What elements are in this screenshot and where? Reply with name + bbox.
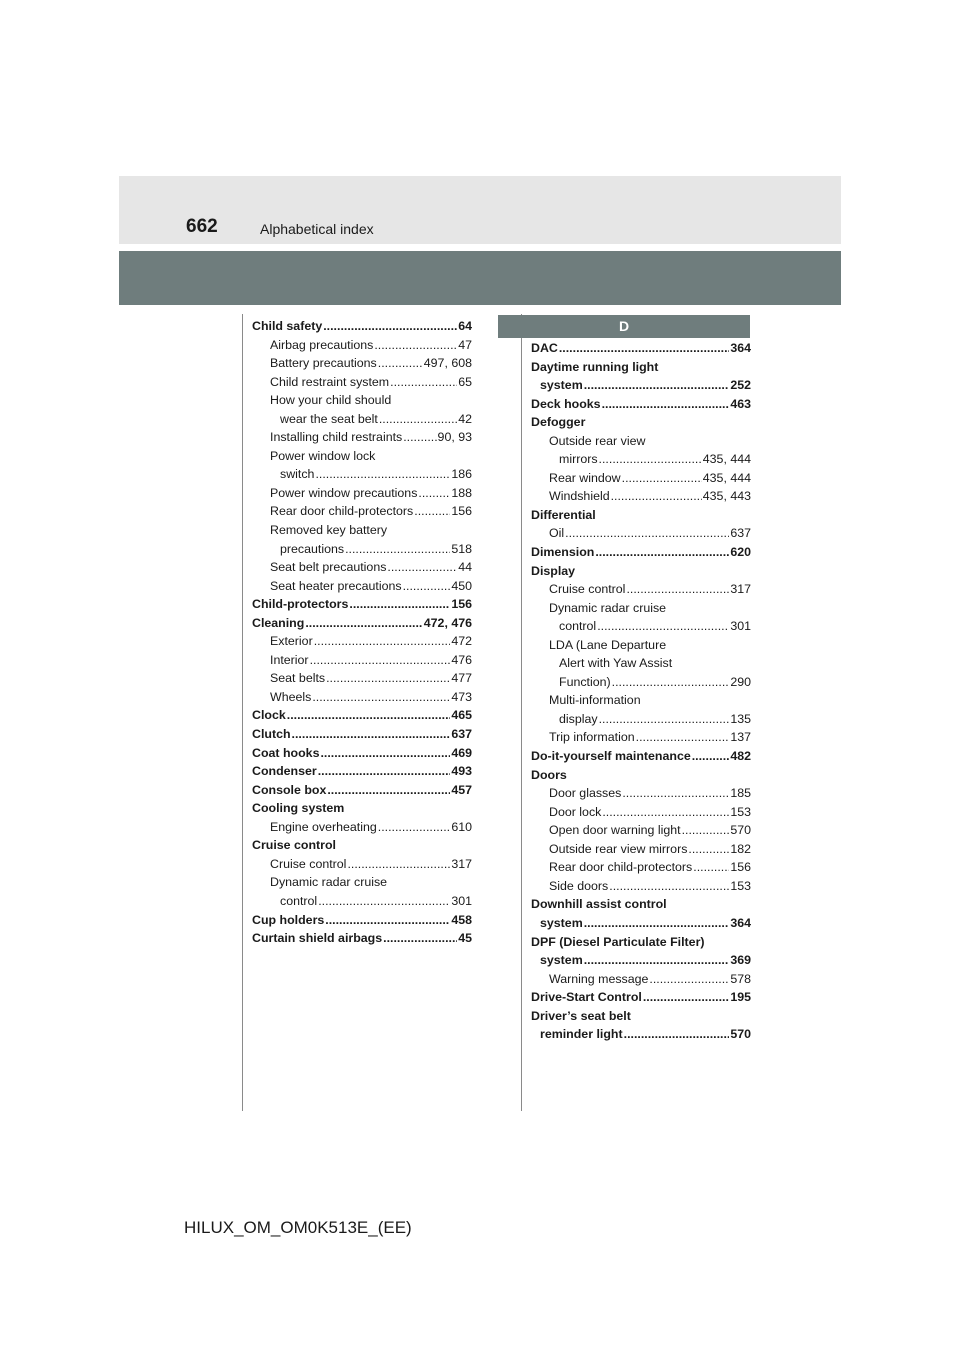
index-entry-label: precautions: [280, 541, 345, 556]
index-entry-page: 156: [730, 860, 751, 875]
index-entry-label: Driver’s seat belt: [531, 1008, 631, 1023]
index-entry-label: Oil: [549, 526, 565, 541]
index-entry-label: Rear window: [549, 470, 621, 485]
dot-leader: [314, 632, 451, 651]
dot-leader: [379, 410, 457, 429]
index-entry-label: mirrors: [559, 452, 598, 467]
index-entry: [252, 651, 472, 670]
index-entry-page: 90, 93: [437, 430, 472, 445]
index-entry-label: Battery precautions: [270, 356, 377, 371]
index-entry: [252, 873, 472, 892]
index-entry-page: 182: [730, 841, 751, 856]
right-column-rule: [521, 314, 522, 1111]
index-entry-page: 610: [451, 819, 472, 834]
index-entry: [531, 784, 751, 803]
index-entry-label: system: [540, 953, 583, 968]
index-entry: [252, 781, 472, 800]
dot-leader: [374, 336, 457, 355]
left-column-rule: [242, 314, 243, 1111]
index-entry-page: 450: [451, 578, 472, 593]
index-entry-page: 290: [730, 674, 751, 689]
header-top-bar: [119, 176, 841, 244]
index-entry: [531, 358, 751, 377]
dot-leader: [688, 840, 729, 859]
index-entry: [531, 376, 751, 395]
index-entry: [252, 577, 472, 596]
index-entry-page: 135: [730, 711, 751, 726]
index-entry-page: 137: [730, 730, 751, 745]
index-entry: [531, 599, 751, 618]
dot-leader: [325, 911, 450, 930]
index-entry-page: 465: [451, 708, 472, 723]
index-entry-label: Defogger: [531, 415, 586, 430]
dot-leader: [599, 450, 702, 469]
dot-leader: [622, 784, 729, 803]
index-entry-label: control: [280, 893, 318, 908]
index-entry-page: 570: [730, 1027, 751, 1042]
index-entry: [252, 447, 472, 466]
index-entry-label: DPF (Diesel Particulate Filter): [531, 934, 705, 949]
index-column-right: [531, 339, 751, 1044]
index-entry-label: Display: [531, 563, 576, 578]
index-entry: [252, 558, 472, 577]
index-entry: [252, 502, 472, 521]
index-entry-page: 65: [458, 374, 472, 389]
index-entry-label: Child restraint system: [270, 374, 390, 389]
dot-leader: [649, 970, 729, 989]
index-entry-page: 473: [451, 689, 472, 704]
index-entry: [531, 487, 751, 506]
index-entry-label: Airbag precautions: [270, 337, 374, 352]
index-entry-page: 252: [730, 378, 751, 393]
index-entry-page: 364: [730, 341, 751, 355]
dot-leader: [305, 614, 422, 633]
index-entry: [252, 892, 472, 911]
index-entry-page: 637: [451, 727, 472, 742]
index-entry-label: How your child should: [270, 393, 392, 408]
dot-leader: [599, 710, 730, 729]
index-entry-page: 195: [730, 990, 751, 1005]
index-entry-label: Cruise control: [270, 856, 347, 871]
index-entry-page: 301: [451, 893, 472, 908]
index-entry: [531, 413, 751, 432]
dot-leader: [345, 540, 450, 559]
dot-leader: [584, 376, 730, 395]
index-entry: [252, 373, 472, 392]
dot-leader: [622, 469, 702, 488]
index-entry: [252, 540, 472, 559]
index-entry-label: Rear door child-protectors: [549, 860, 693, 875]
index-entry-label: Dynamic radar cruise: [270, 875, 388, 890]
index-entry-page: 301: [730, 619, 751, 634]
index-entry-label: Outside rear view mirrors: [549, 841, 688, 856]
index-entry-label: Power window lock: [270, 448, 376, 463]
index-entry: [252, 354, 472, 373]
index-entry-page: 364: [730, 915, 751, 930]
index-entry-page: 185: [730, 786, 751, 801]
dot-leader: [318, 892, 450, 911]
header-band: [119, 251, 841, 305]
index-entry: [252, 836, 472, 855]
index-entry-page: 317: [730, 582, 751, 597]
index-entry-page: 153: [730, 878, 751, 893]
index-entry: [252, 706, 472, 725]
index-entry-page: 482: [730, 749, 751, 764]
index-entry: [252, 465, 472, 484]
index-entry: [531, 673, 751, 692]
index-entry-page: 472, 476: [423, 615, 472, 630]
index-entry: [531, 970, 751, 989]
index-entry-label: Rear door child-protectors: [270, 504, 414, 519]
index-entry-page: 458: [451, 912, 472, 927]
index-entry-label: display: [559, 711, 598, 726]
index-entry-page: 47: [458, 337, 472, 352]
index-entry: [252, 428, 472, 447]
index-entry: [531, 617, 751, 636]
index-entry-label: Exterior: [270, 634, 313, 649]
index-entry-label: Side doors: [549, 878, 609, 893]
index-entry: [531, 1025, 751, 1044]
index-entry-page: 570: [730, 823, 751, 838]
index-entry: [531, 543, 751, 562]
index-entry: [531, 951, 751, 970]
dot-leader: [315, 465, 450, 484]
index-entry: [531, 895, 751, 914]
index-entry: [252, 669, 472, 688]
index-entry-label: Multi-information: [549, 693, 641, 708]
index-entry-label: Door glasses: [549, 786, 622, 801]
index-entry-label: Dimension: [531, 545, 595, 560]
index-entry-label: Do-it-yourself maintenance: [531, 749, 691, 764]
index-entry-page: 156: [451, 504, 472, 519]
index-entry-label: system: [540, 915, 583, 930]
index-entry: [252, 410, 472, 429]
dot-leader: [390, 373, 457, 392]
index-entry: [531, 747, 751, 766]
index-entry-label: Outside rear view: [549, 433, 646, 448]
index-entry-page: 188: [451, 485, 472, 500]
index-entry: [531, 840, 751, 859]
index-entry: [252, 818, 472, 837]
index-entry-label: Differential: [531, 507, 596, 522]
section-letter-heading: D: [498, 315, 750, 338]
index-entry-label: Alert with Yaw Assist: [559, 656, 673, 671]
dot-leader: [318, 762, 451, 781]
index-entry-label: Power window precautions: [270, 485, 418, 500]
index-entry-page: 435, 444: [702, 470, 751, 485]
index-entry-page: 64: [458, 319, 472, 333]
index-entry-label: Condenser: [252, 764, 317, 779]
index-entry-label: Door lock: [549, 804, 602, 819]
index-entry-label: Doors: [531, 767, 567, 782]
index-entry-label: Cruise control: [252, 838, 336, 853]
dot-leader: [602, 395, 730, 414]
index-entry-label: switch: [280, 467, 315, 482]
index-entry: [252, 725, 472, 744]
dot-leader: [320, 744, 450, 763]
index-entry-page: 620: [730, 545, 751, 560]
index-entry-page: 476: [451, 652, 472, 667]
index-entry-page: 493: [451, 764, 472, 779]
dot-leader: [287, 706, 451, 725]
index-entry-page: 463: [730, 396, 751, 411]
index-entry-label: Seat belt precautions: [270, 560, 387, 575]
index-entry-page: 472: [451, 634, 472, 649]
index-entry-label: Cooling system: [252, 801, 345, 816]
index-entry: [531, 1007, 751, 1026]
dot-leader: [597, 617, 729, 636]
index-entry: [252, 595, 472, 614]
dot-leader: [383, 929, 457, 948]
index-entry: [531, 562, 751, 581]
index-entry: [252, 762, 472, 781]
index-entry-label: Coat hooks: [252, 745, 320, 760]
dot-leader: [403, 577, 451, 596]
index-entry-page: 497, 608: [423, 356, 472, 371]
dot-leader: [418, 484, 450, 503]
dot-leader: [643, 988, 729, 1007]
index-entry: [531, 636, 751, 655]
index-entry: [531, 858, 751, 877]
index-entry-page: 469: [451, 745, 472, 760]
index-entry: [252, 799, 472, 818]
index-entry-label: Console box: [252, 782, 327, 797]
index-entry-label: Daytime running light: [531, 359, 659, 374]
index-entry-label: control: [559, 619, 597, 634]
dot-leader: [584, 914, 730, 933]
index-entry-label: Cup holders: [252, 912, 325, 927]
index-entry: [252, 521, 472, 540]
index-entry-label: Open door warning light: [549, 823, 681, 838]
page-number: 662: [186, 216, 218, 237]
index-entry-label: LDA (Lane Departure: [549, 637, 667, 652]
dot-leader: [403, 428, 436, 447]
index-entry-label: Child-protectors: [252, 597, 349, 612]
index-entry: [531, 432, 751, 451]
index-entry: [531, 877, 751, 896]
index-entry: [252, 929, 472, 948]
index-entry: [531, 710, 751, 729]
index-entry: [252, 744, 472, 763]
index-entry-page: 518: [451, 541, 472, 556]
index-entry: [531, 803, 751, 822]
dot-leader: [612, 673, 730, 692]
index-entry-label: Clock: [252, 708, 286, 723]
index-entry: [531, 395, 751, 414]
index-entry-label: Drive-Start Control: [531, 990, 642, 1005]
index-entry-page: 457: [451, 782, 472, 797]
index-entry: [531, 691, 751, 710]
index-entry-label: system: [540, 378, 583, 393]
dot-leader: [693, 858, 729, 877]
index-entry: [531, 988, 751, 1007]
index-entry-label: Warning message: [549, 971, 649, 986]
dot-leader: [626, 580, 729, 599]
dot-leader: [349, 595, 450, 614]
dot-leader: [378, 354, 423, 373]
dot-leader: [347, 855, 450, 874]
dot-leader: [584, 951, 730, 970]
dot-leader: [611, 487, 702, 506]
dot-leader: [692, 747, 730, 766]
index-entry-label: Deck hooks: [531, 396, 601, 411]
index-entry: [531, 450, 751, 469]
index-entry-page: 369: [730, 953, 751, 968]
index-column-left: [252, 317, 472, 948]
section-title: Alphabetical index: [260, 221, 374, 237]
index-entry-label: Interior: [270, 652, 309, 667]
index-entry: [252, 632, 472, 651]
dot-leader: [292, 725, 451, 744]
index-entry-label: Windshield: [549, 489, 610, 504]
index-entry-page: 45: [458, 931, 472, 946]
dot-leader: [565, 524, 729, 543]
index-entry-label: reminder light: [540, 1027, 623, 1042]
dot-leader: [609, 877, 729, 896]
dot-leader: [326, 669, 450, 688]
index-entry-page: 637: [730, 526, 751, 541]
dot-leader: [595, 543, 729, 562]
index-entry-page: 317: [451, 856, 472, 871]
index-entry-label: Cleaning: [252, 615, 305, 630]
index-entry-page: 435, 443: [702, 489, 751, 504]
dot-leader: [310, 651, 451, 670]
index-entry-page: 435, 444: [702, 452, 751, 467]
index-entry-label: Removed key battery: [270, 523, 388, 538]
dot-leader: [636, 728, 730, 747]
dot-leader: [414, 502, 450, 521]
index-entry-label: Clutch: [252, 727, 291, 742]
index-entry-label: Function): [559, 674, 611, 689]
index-entry: [531, 914, 751, 933]
index-entry-page: 578: [730, 971, 751, 986]
index-entry: [252, 855, 472, 874]
index-entry: [252, 614, 472, 633]
index-entry-label: Trip information: [549, 730, 635, 745]
index-entry-label: Wheels: [270, 689, 312, 704]
index-entry-label: Seat heater precautions: [270, 578, 402, 593]
index-entry-label: Seat belts: [270, 671, 326, 686]
index-entry-label: Cruise control: [549, 582, 626, 597]
dot-leader: [387, 558, 457, 577]
index-entry-label: Child safety: [252, 319, 323, 333]
dot-leader: [559, 339, 729, 358]
index-entry-page: 477: [451, 671, 472, 686]
index-entry: [252, 484, 472, 503]
index-entry-page: 42: [458, 411, 472, 426]
index-entry: [252, 336, 472, 355]
dot-leader: [682, 821, 730, 840]
index-entry-label: Downhill assist control: [531, 897, 667, 912]
index-entry-page: 44: [458, 560, 472, 575]
index-entry: [252, 317, 472, 336]
index-entry-label: Installing child restraints: [270, 430, 403, 445]
index-entry-label: Curtain shield airbags: [252, 931, 383, 946]
index-entry-page: 156: [451, 597, 472, 612]
dot-leader: [624, 1025, 730, 1044]
index-entry: [531, 580, 751, 599]
index-entry: [531, 469, 751, 488]
index-entry-label: DAC: [531, 341, 558, 355]
index-entry-label: Dynamic radar cruise: [549, 600, 667, 615]
dot-leader: [602, 803, 729, 822]
index-entry: [531, 821, 751, 840]
index-entry: [531, 933, 751, 952]
index-entry: [252, 688, 472, 707]
dot-leader: [378, 818, 451, 837]
document-code: HILUX_OM_OM0K513E_(EE): [184, 1218, 412, 1237]
index-entry: [531, 728, 751, 747]
index-entry: [252, 391, 472, 410]
index-entry: [531, 506, 751, 525]
index-entry-page: 153: [730, 804, 751, 819]
index-entry: [531, 339, 751, 358]
index-entry: [531, 524, 751, 543]
index-entry: [531, 766, 751, 785]
dot-leader: [323, 317, 457, 336]
index-entry: [531, 654, 751, 673]
index-entry: [252, 911, 472, 930]
dot-leader: [327, 781, 450, 800]
index-entry-label: wear the seat belt: [280, 411, 378, 426]
dot-leader: [312, 688, 450, 707]
index-entry-page: 186: [451, 467, 472, 482]
index-entry-label: Engine overheating: [270, 819, 377, 834]
